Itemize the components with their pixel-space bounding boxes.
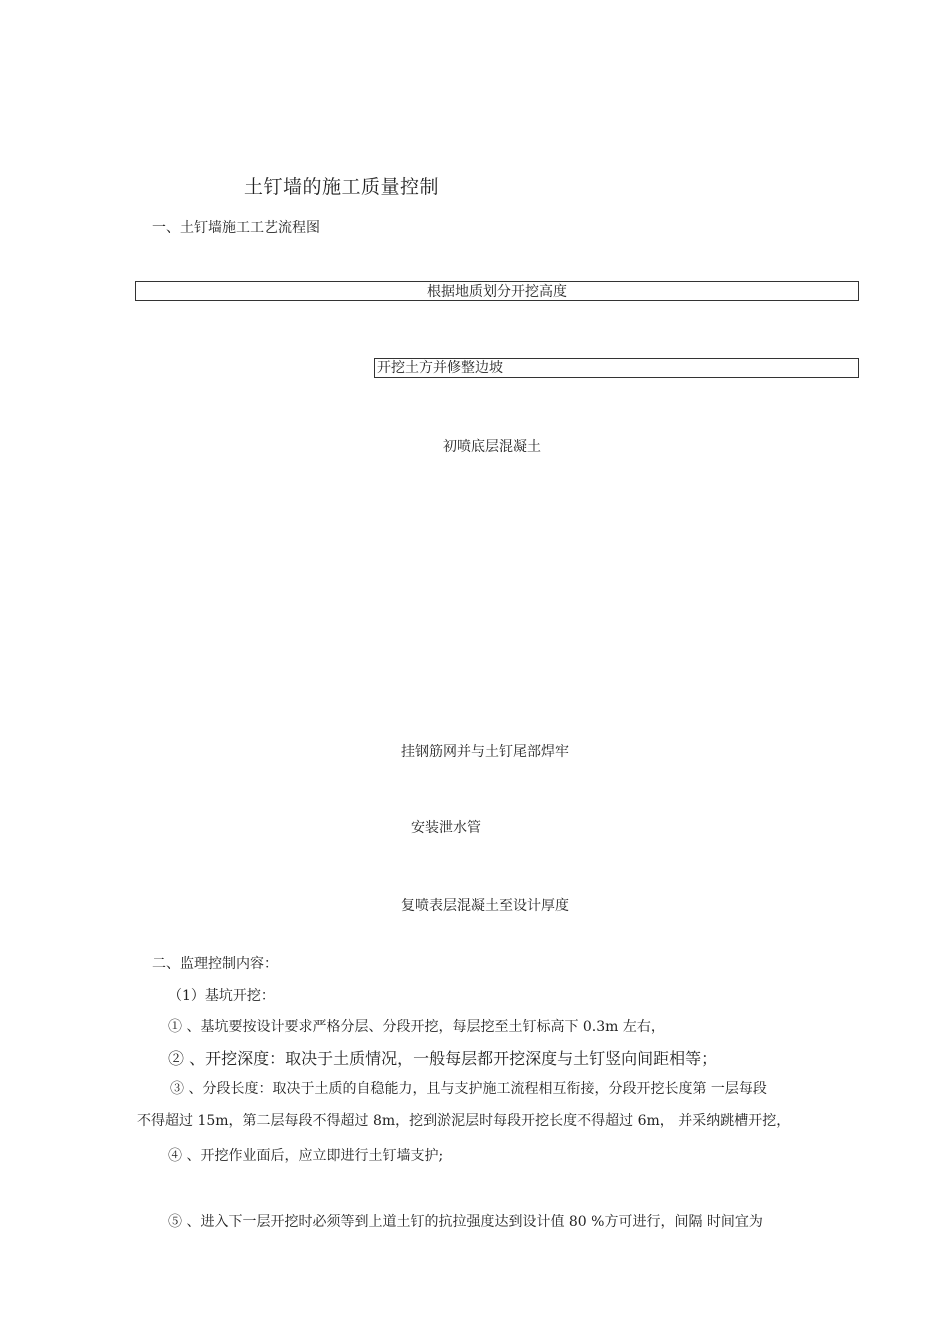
flow-step-3: 初喷底层混凝土 xyxy=(443,439,541,455)
paragraph-item-2: ② 、开挖深度：取决于土质情况，一般每层都开挖深度与土钉竖向间距相等； xyxy=(168,1049,718,1068)
subsection-heading-excavation: （1）基坑开挖： xyxy=(168,988,275,1004)
section-heading-flowchart: 一、土钉墙施工工艺流程图 xyxy=(152,220,320,236)
document-title: 土钉墙的施工质量控制 xyxy=(244,176,440,198)
flow-step-5: 安装泄水管 xyxy=(411,820,481,836)
flow-step-6: 复喷表层混凝土至设计厚度 xyxy=(401,898,569,914)
paragraph-item-3-continued: 不得超过 15m，第二层每段不得超过 8m，挖到淤泥层时每段开挖长度不得超过 6m， 并采纳跳槽开挖， xyxy=(137,1113,791,1129)
paragraph-item-3: ③ 、分段长度：取决于土质的自稳能力，且与支护施工流程相互衔接，分段开挖长度第 一层每段 xyxy=(170,1081,767,1097)
section-heading-supervision: 二、监理控制内容： xyxy=(152,956,278,972)
flow-step-4: 挂钢筋网并与土钉尾部焊牢 xyxy=(401,744,569,760)
paragraph-item-4: ④ 、开挖作业面后，应立即进行土钉墙支护; xyxy=(168,1148,444,1164)
flow-step-box-2 xyxy=(374,358,859,378)
paragraph-item-5: ⑤ 、进入下一层开挖时必须等到上道土钉的抗拉强度达到设计值 80 %方可进行，间隔 时间宜为 xyxy=(168,1214,763,1230)
flow-step-box-1 xyxy=(135,281,859,301)
paragraph-item-1: ① 、基坑要按设计要求严格分层、分段开挖，每层挖至土钉标高下 0.3m 左右， xyxy=(168,1019,665,1035)
flow-step-label: 根据地质划分开挖高度 xyxy=(427,284,567,300)
flow-step-label: 开挖土方并修整边坡 xyxy=(377,360,503,376)
